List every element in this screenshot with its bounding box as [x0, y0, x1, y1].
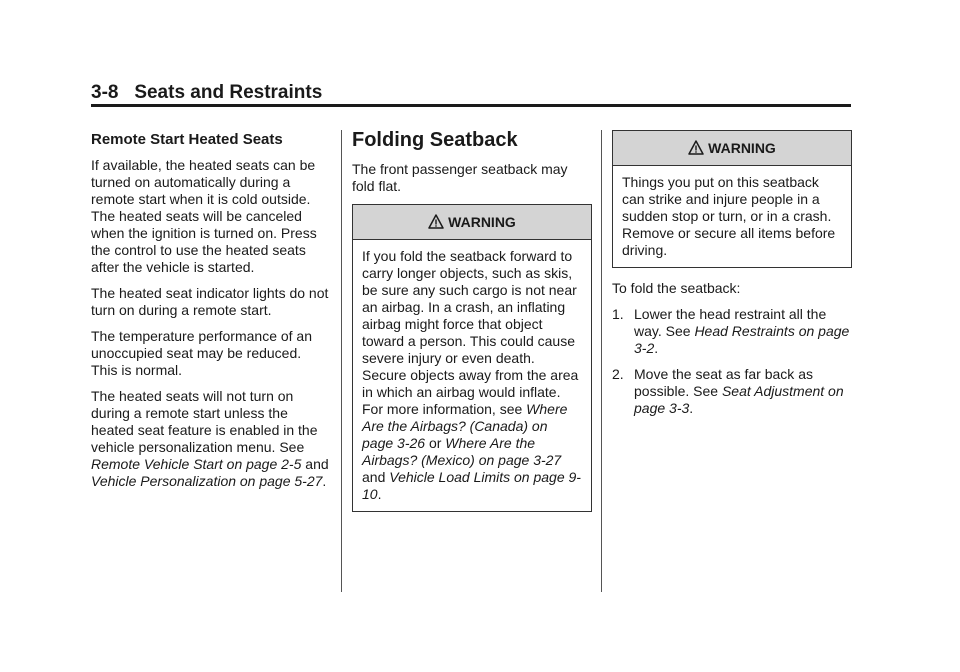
chapter-title: Seats and Restraints	[134, 82, 323, 103]
step-list	[612, 306, 852, 417]
warning-header	[353, 205, 591, 240]
column-remote-start	[91, 128, 331, 499]
list-item: 1. Lower the head restraint all the way. See Head Restraints on page 3-2.	[612, 306, 850, 356]
warning-header	[613, 131, 851, 166]
warning-box	[612, 130, 852, 268]
cross-reference-link[interactable]: Vehicle Load Limits on page 9-10	[362, 469, 581, 502]
warning-triangle-icon	[428, 214, 444, 230]
warning-body: Things you put on this seatback can strike and injure people in a sudden stop or turn, or in a crash. Remove or secure all items before driving.	[622, 174, 836, 258]
column-divider	[601, 130, 602, 592]
column-fold-instructions	[612, 128, 852, 426]
list-item: 2. Move the seat as far back as possible. See Seat Adjustment on page 3-3.	[612, 366, 844, 416]
column-divider	[341, 130, 342, 592]
paragraph: The heated seat indicator lights do not turn on during a remote start.	[91, 285, 329, 318]
cross-reference-link[interactable]: Remote Vehicle Start on page 2-5	[91, 456, 302, 472]
warning-label: WARNING	[448, 213, 516, 230]
cross-reference-link[interactable]: Vehicle Personalization on page 5-27	[91, 473, 323, 489]
warning-box	[352, 204, 592, 512]
paragraph: The front passenger seatback may fold flat.	[352, 161, 568, 194]
section-title: Folding Seatback	[352, 129, 518, 151]
cross-reference-link[interactable]: Head Restraints on page 3-2	[634, 323, 850, 356]
cross-reference-link[interactable]: Where Are the Airbags? (Mexico) on page 3-27	[362, 435, 562, 468]
cross-reference-link[interactable]: Where Are the Airbags? (Canada) on page 3-26	[362, 401, 568, 451]
page-number: 3-8	[91, 82, 119, 103]
paragraph: If available, the heated seats can be turned on automatically during a remote start when it is cold outside. The heated seats will be canceled when the ignition is turned on. Press the control to use the heated seats after the vehicle is started.	[91, 157, 317, 275]
warning-triangle-icon	[688, 140, 704, 156]
paragraph: The heated seats will not turn on during a remote start unless the heated seat feature is enabled in the vehicle personalization menu. See Remote Vehicle Start on page 2-5 and Vehicle Personalization on page 5-27.	[91, 388, 329, 489]
warning-body: If you fold the seatback forward to carry longer objects, such as skis, be sure any such cargo is not near an airbag. In a crash, an inflating airbag might force that object toward a person. This could cause severe injury or even death. Secure objects away from the area in which an airbag would inflate. For more information, see Where Are the Airbags? (Canada) on page 3-26 or Where Are the Airbags? (Mexico) on page 3-27 and Vehicle Load Limits on page 9-10.	[362, 248, 581, 502]
warning-label: WARNING	[708, 139, 776, 156]
paragraph: The temperature performance of an unoccupied seat may be reduced. This is normal.	[91, 328, 313, 378]
page-header	[91, 82, 851, 106]
header-rule	[91, 104, 851, 107]
column-folding-seatback	[352, 128, 592, 524]
section-heading: Remote Start Heated Seats	[91, 131, 283, 148]
cross-reference-link[interactable]: Seat Adjustment on page 3-3	[634, 383, 844, 416]
paragraph: To fold the seatback:	[612, 280, 741, 296]
